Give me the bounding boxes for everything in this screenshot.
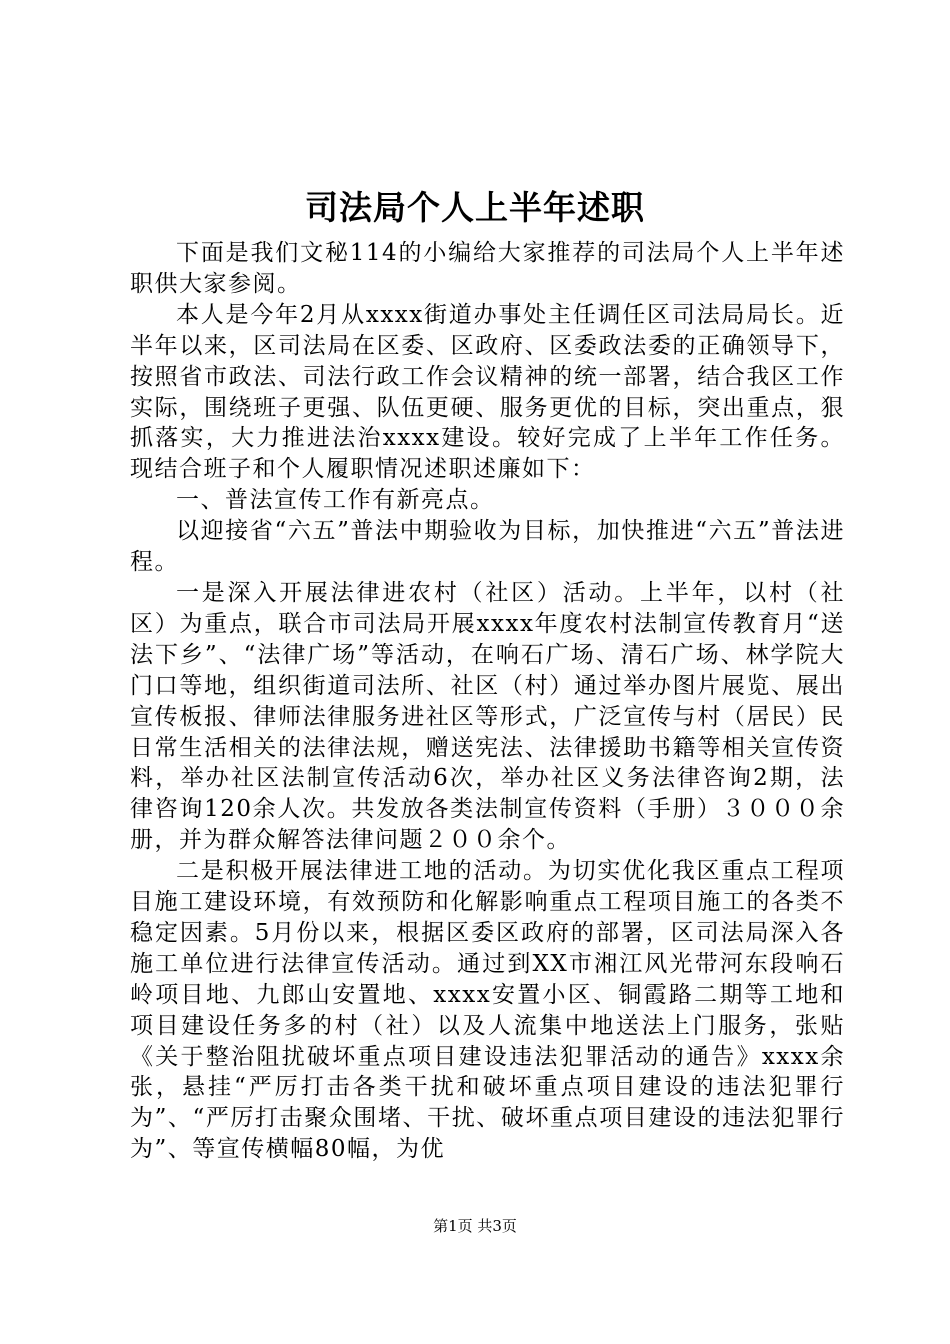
worksite-activity-paragraph: 二是积极开展法律进工地的活动。为切实优化我区重点工程项目施工建设环境，有效预防和化解影响重点工程项目施工的各类不稳定因素。5月份以来，根据区委区政府的部署，区司法局深入各施工单位进行法律宣传活动。通过到XX市湘江风光带河东段响石岭项目地、九郎山安置地、xxxx安置小区、铜霞路二期等工地和项目建设任务多的村（社）以及人流集中地送法上门服务，张贴《关于整治阻扰破坏重点项目建设违法犯罪活动的通告》xxxx余张，悬挂“严厉打击各类干扰和破坏重点项目建设的违法犯罪行为”、“严厉打击聚众围堵、干扰、破坏重点项目建设的违法犯罪行为”、等宣传横幅80幅，为优 xyxy=(130,858,845,1163)
document-title: 司法局个人上半年述职 xyxy=(305,188,645,227)
page-footer: 第1页 共3页 xyxy=(433,1217,517,1235)
document-body xyxy=(130,238,845,1165)
rural-activity-paragraph: 一是深入开展法律进农村（社区）活动。上半年，以村（社区）为重点，联合市司法局开展xxxx年度农村法制宣传教育月“送法下乡”、“法律广场”等活动，在响石广场、清石广场、林学院大门口等地，组织街道司法所、社区（村）通过举办图片展览、展出宣传板报、律师法律服务进社区等形式，广泛宣传与村（居民）民日常生活相关的法律法规，赠送宪法、法律援助书籍等相关宣传资料，举办社区法制宣传活动6次，举办社区义务法律咨询2期，法律咨询120余人次。共发放各类法制宣传资料（手册）３０００余册，并为群众解答法律问题２００余个。 xyxy=(130,579,845,854)
summary-paragraph: 本人是今年2月从xxxx街道办事处主任调任区司法局局长。近半年以来，区司法局在区委、区政府、区委政法委的正确领导下，按照省市政法、司法行政工作会议精神的统一部署，结合我区工作实际，围绕班子更强、队伍更硬、服务更优的目标，突出重点，狠抓落实，大力推进法治xxxx建设。较好完成了上半年工作任务。现结合班子和个人履职情况述职述廉如下： xyxy=(130,301,845,483)
intro-paragraph: 下面是我们文秘114的小编给大家推荐的司法局个人上半年述职供大家参阅。 xyxy=(130,240,845,297)
goal-paragraph: 以迎接省“六五”普法中期验收为目标，加快推进“六五”普法进程。 xyxy=(130,518,845,576)
section-heading: 一、普法宣传工作有新亮点。 xyxy=(176,487,495,514)
